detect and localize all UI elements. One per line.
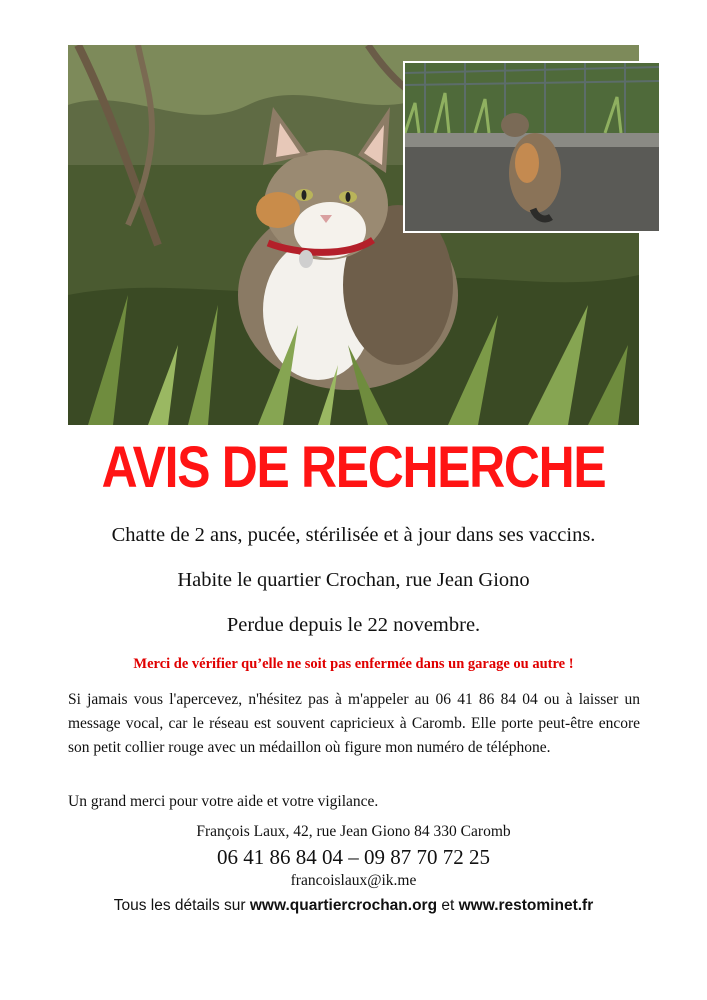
cat-photo-inset	[403, 61, 661, 233]
link-quartiercrochan[interactable]: www.quartiercrochan.org	[249, 897, 438, 914]
link-restominet[interactable]: www.restominet.fr	[458, 897, 594, 914]
footer-prefix: Tous les détails sur	[113, 897, 250, 914]
body-paragraph: Si jamais vous l'apercevez, n'hésitez pas à m'appeler au 06 41 86 84 04 ou à laisser un message vocal, car le réseau est souvent capricieux à Caromb. Elle porte peut-être encore son petit collier rouge avec un médaillon où figure mon numéro de téléphone.	[68, 691, 640, 756]
description-line-neighborhood: Habite le quartier Crochan, rue Jean Giono	[177, 569, 530, 591]
thanks-text: Un grand merci pour votre aide et votre vigilance.	[68, 793, 379, 810]
contact-phones: 06 41 86 84 04 – 09 87 70 72 25	[217, 845, 490, 869]
footer-joiner: et	[437, 897, 459, 914]
warning-note: Merci de vérifier qu’elle ne soit pas enfermée dans un garage ou autre !	[133, 656, 574, 672]
description-line-age: Chatte de 2 ans, pucée, stérilisée et à jour dans ses vaccins.	[111, 524, 596, 546]
page-title: AVIS DE RECHERCHE	[101, 435, 606, 500]
footer-links	[0, 895, 707, 917]
contact-address: François Laux, 42, rue Jean Giono 84 330 Caromb	[196, 823, 511, 840]
description-line-lost-date: Perdue depuis le 22 novembre.	[226, 614, 481, 636]
contact-email[interactable]: francoislaux@ik.me	[290, 872, 417, 889]
